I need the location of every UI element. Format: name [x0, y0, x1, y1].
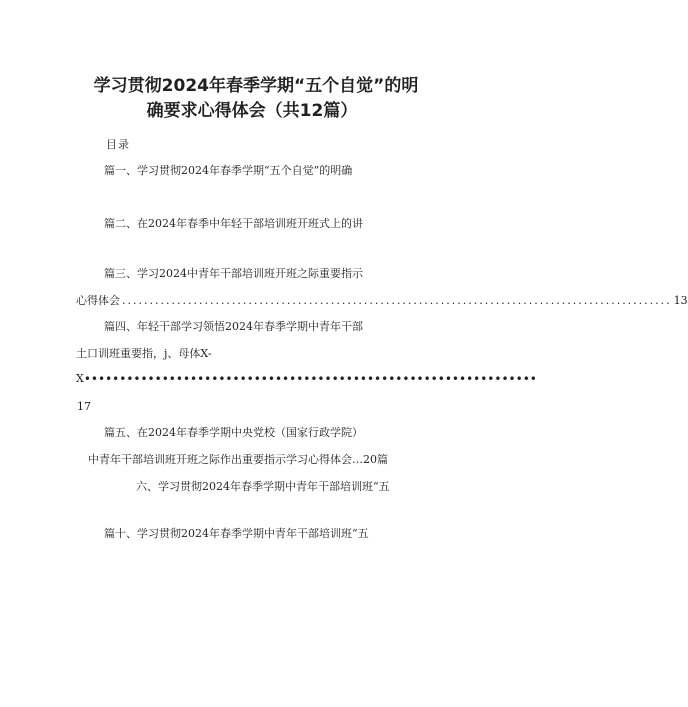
- toc-entry-4-continued: 土口训班重要指，j、母体X-: [76, 347, 212, 360]
- toc-entry-5-continued: 中青年干部培训班开班之际作出重要指示学习心得体会…20篇: [88, 453, 388, 466]
- toc-entry-4: 篇四、年轻干部学习领悟2024年春季学期中青年干部: [104, 320, 363, 333]
- document-title-line-2: 确要求心得体会（共12篇）: [146, 101, 358, 121]
- toc-entry-6: 六、学习贯彻2024年春季学期中青年干部培训班“五: [136, 480, 390, 493]
- toc-entry-2: 篇二、在2024年春季中年轻干部培训班开班式上的讲: [104, 217, 363, 230]
- toc-entry-3: 篇三、学习2024中青年干部培训班开班之际重要指示: [104, 267, 363, 280]
- toc-leader-dots: ....................................................................................................: [122, 294, 672, 307]
- toc-entry-1: 篇一、学习贯彻2024年春季学期“五个自觉”的明确: [104, 164, 353, 177]
- toc-entry-3-continued: [76, 294, 688, 308]
- toc-page-number: 17: [77, 400, 91, 413]
- toc-leader-dots: ••••••••••••••••••••••••••••••••••••••••••••••••••••••••••••••••: [83, 372, 537, 386]
- toc-entry-10: 篇十、学习贯彻2024年春季学期中青年干部培训班“五: [104, 527, 369, 540]
- document-title-line-1: 学习贯彻2024年春季学期“五个自觉”的明: [93, 76, 419, 96]
- toc-heading: 目录: [106, 138, 130, 151]
- toc-entry-4-leader: [76, 372, 537, 386]
- toc-entry-5: 篇五、在2024年春季学期中央党校（国家行政学院）: [104, 426, 363, 439]
- toc-entry-4-x: X: [76, 372, 84, 385]
- toc-page-number: 13: [673, 294, 688, 307]
- toc-entry-3-tail: 心得体会: [76, 294, 120, 307]
